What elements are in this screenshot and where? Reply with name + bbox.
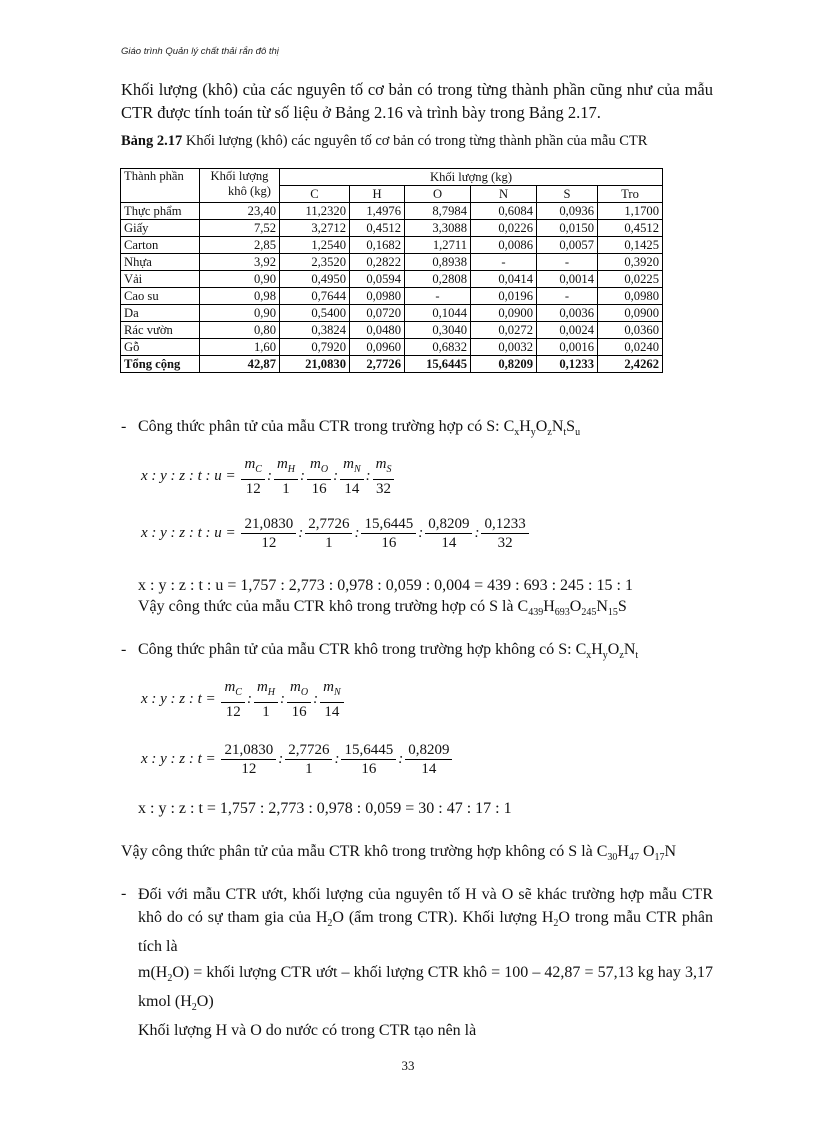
table-cell: 1,1700 bbox=[598, 203, 663, 220]
table-cell: 0,0036 bbox=[537, 305, 598, 322]
component-name: Nhựa bbox=[121, 254, 200, 271]
formula-lhs: x : y : z : t : u = bbox=[141, 467, 236, 484]
ratio-result-nos: x : y : z : t = 1,757 : 2,773 : 0,978 : 0,059 = 30 : 47 : 17 : 1 bbox=[138, 800, 512, 817]
header-component: Thành phần bbox=[121, 169, 200, 203]
table-cell: - bbox=[537, 254, 598, 271]
table-cell: 0,3824 bbox=[280, 322, 350, 339]
table-cell: 23,40 bbox=[200, 203, 280, 220]
table-cell: 3,92 bbox=[200, 254, 280, 271]
table-cell: 2,85 bbox=[200, 237, 280, 254]
bullet-without-s bbox=[121, 641, 639, 662]
table-cell: 0,0086 bbox=[471, 237, 537, 254]
formula-ratio-symbolic-nos: x : y : z : t = $\frac{m_C}{12}$ : $\frac{m_H}{1}$ : $\frac{m_O}{16}$ : $\frac{m_N}{14}$ bbox=[141, 678, 346, 721]
table-cell: - bbox=[471, 254, 537, 271]
wet-sample-paragraph: Đối với mẫu CTR ướt, khối lượng của nguyên tố H và O sẽ khác trường hợp mẫu CTR khô do có sự tham gia của $H_2O$ (ẩm trong CTR). Khối lượng $H_2O$ trong mẫu CTR phân tích là bbox=[138, 886, 714, 956]
table-row bbox=[121, 339, 663, 356]
caption-label: Bảng 2.17 bbox=[121, 133, 183, 149]
table-cell: 15,6445 bbox=[405, 356, 471, 373]
col-header-c: C bbox=[280, 186, 350, 203]
table-cell: 0,1425 bbox=[598, 237, 663, 254]
table-cell: 11,2320 bbox=[280, 203, 350, 220]
table-cell: 0,0900 bbox=[471, 305, 537, 322]
caption-text: Khối lượng (khô) các nguyên tố cơ bản có trong từng thành phần của mẫu CTR bbox=[182, 133, 648, 149]
table-cell: 0,4512 bbox=[598, 220, 663, 237]
table-cell: 3,2712 bbox=[280, 220, 350, 237]
bullet-without-s-label: Công thức phân tử của mẫu CTR khô trong trường hợp không có S: C bbox=[138, 641, 587, 658]
eq-c: O) bbox=[196, 993, 214, 1011]
table-cell: 0,98 bbox=[200, 288, 280, 305]
table-row bbox=[121, 254, 663, 271]
table-cell: 0,90 bbox=[200, 305, 280, 322]
formula-ratio-numeric-nos: x : y : z : t = $\frac{21,0830}{12}$ : $\frac{2,7726}{1}$ : $\frac{15,6445}{16}$ : $\frac{0,8209}{14}$ bbox=[141, 741, 454, 778]
eq-a: m(H bbox=[138, 964, 168, 981]
col-header-h: H bbox=[350, 186, 405, 203]
col-header-o: O bbox=[405, 186, 471, 203]
table-cell: 0,0360 bbox=[598, 322, 663, 339]
bullet-mark: - bbox=[121, 641, 127, 658]
table-cell: 0,0016 bbox=[537, 339, 598, 356]
table-cell: 0,0414 bbox=[471, 271, 537, 288]
table-row bbox=[121, 220, 663, 237]
table-row bbox=[121, 288, 663, 305]
table-cell: 2,4262 bbox=[598, 356, 663, 373]
formula-ratio-symbolic-s: x : y : z : t : u = $\frac{m_C}{12}$ : $\frac{m_H}{1}$ : $\frac{m_O}{16}$ : $\frac{m_N}{14}$ : $\frac{m_S}{32}$ bbox=[141, 455, 396, 498]
component-name: Vải bbox=[121, 271, 200, 288]
component-name: Thực phẩm bbox=[121, 203, 200, 220]
table-cell: 0,3040 bbox=[405, 322, 471, 339]
table-cell: 0,0225 bbox=[598, 271, 663, 288]
table-cell: 0,4512 bbox=[350, 220, 405, 237]
table-cell: 0,0240 bbox=[598, 339, 663, 356]
component-name: Rác vườn bbox=[121, 322, 200, 339]
table-row bbox=[121, 305, 663, 322]
conclusion-without-s: Vậy công thức phân tử của mẫu CTR khô trong trường hợp không có S là $C_{30}H_{47}$ $O_{17}N$ bbox=[121, 843, 677, 864]
bullet-with-s-text: Công thức phân tử của mẫu CTR trong trường hợp có S: $C_xH_yO_zN_tS_u$ bbox=[138, 418, 581, 439]
table-cell: 0,0150 bbox=[537, 220, 598, 237]
table-cell: 0,4950 bbox=[280, 271, 350, 288]
table-cell: 42,87 bbox=[200, 356, 280, 373]
table-cell: 0,0980 bbox=[350, 288, 405, 305]
table-cell: 1,2540 bbox=[280, 237, 350, 254]
h-o-from-water: Khối lượng H và O do nước có trong CTR tạo nên là bbox=[138, 1022, 477, 1039]
component-name: Gỗ bbox=[121, 339, 200, 356]
bullet-with-s-label: Công thức phân tử của mẫu CTR trong trường hợp có S: C bbox=[138, 418, 515, 435]
table-cell: 0,2808 bbox=[405, 271, 471, 288]
col-header-n: N bbox=[471, 186, 537, 203]
table-cell: 8,7984 bbox=[405, 203, 471, 220]
header-mass-group: Khối lượng (kg) bbox=[280, 169, 663, 186]
water-mass-equation: $m(H_2O)$ = khối lượng CTR ướt – khối lượng CTR khô = 100 – 42,87 = 57,13 kg hay 3,17 kmol $(H_2O)$ bbox=[138, 964, 713, 1014]
table-cell: 0,1233 bbox=[537, 356, 598, 373]
formula-lhs: x : y : z : t : u = bbox=[141, 524, 236, 541]
table-row bbox=[121, 203, 663, 220]
formula-ratio-numeric-s: x : y : z : t : u = $\frac{21,0830}{12}$ : $\frac{2,7726}{1}$ : $\frac{15,6445}{16}$ : $\frac{0,8209}{14}$ : $\frac{0,1233}{32}$ bbox=[141, 515, 531, 552]
table-cell: 0,7644 bbox=[280, 288, 350, 305]
table-cell: 0,0594 bbox=[350, 271, 405, 288]
table-cell: - bbox=[405, 288, 471, 305]
ratio-result-s: x : y : z : t : u = 1,757 : 2,773 : 0,978 : 0,059 : 0,004 = 439 : 693 : 245 : 15 : 1 bbox=[138, 577, 633, 594]
table-cell: 0,5400 bbox=[280, 305, 350, 322]
conclusion-with-s-text: Vậy công thức của mẫu CTR khô trong trường hợp có S là C bbox=[138, 598, 529, 615]
conclusion-with-s: Vậy công thức của mẫu CTR khô trong trường hợp có S là $C_{439}H_{693}O_{245}N_{15}S$ bbox=[138, 598, 627, 619]
table-cell: 0,0024 bbox=[537, 322, 598, 339]
table-row bbox=[121, 271, 663, 288]
table-cell: 0,8209 bbox=[471, 356, 537, 373]
table-cell: 21,0830 bbox=[280, 356, 350, 373]
wet-text-a: Đối với mẫu CTR ướt, khối lượng của nguyên tố H và O sẽ khác trường hợp mẫu CTR khô do có sự tham gia của H bbox=[138, 886, 713, 926]
table-cell: 7,52 bbox=[200, 220, 280, 237]
table-cell: 0,0014 bbox=[537, 271, 598, 288]
wet-text-b: O (ẩm trong CTR). Khối lượng H bbox=[332, 909, 554, 926]
table-cell: 0,2822 bbox=[350, 254, 405, 271]
bullet-wet-sample bbox=[121, 885, 126, 903]
eq-b: O) = khối lượng CTR ướt – khối lượng CTR khô = 100 – 42,87 = 57,13 kg hay 3,17 kmol (H bbox=[138, 964, 713, 1011]
table-cell: 0,0480 bbox=[350, 322, 405, 339]
table-cell: 0,0960 bbox=[350, 339, 405, 356]
table-cell: 0,0936 bbox=[537, 203, 598, 220]
header-dry-mass bbox=[200, 169, 280, 203]
intro-paragraph: Khối lượng (khô) của các nguyên tố cơ bản có trong từng thành phần cũng như của mẫu CTR được tính toán từ số liệu ở Bảng 2.16 và trình bày trong Bảng 2.17. bbox=[121, 80, 713, 122]
table-cell: 0,1682 bbox=[350, 237, 405, 254]
header-dry-mass-line1: Khối lượng bbox=[210, 169, 269, 183]
table-cell: 3,3088 bbox=[405, 220, 471, 237]
col-header-s: S bbox=[537, 186, 598, 203]
table-cell: 0,0226 bbox=[471, 220, 537, 237]
table-cell: 2,7726 bbox=[350, 356, 405, 373]
component-name: Giấy bbox=[121, 220, 200, 237]
table-cell: 0,0196 bbox=[471, 288, 537, 305]
bullet-with-s bbox=[121, 418, 581, 439]
conclusion-without-s-text: Vậy công thức phân tử của mẫu CTR khô trong trường hợp không có S là C bbox=[121, 843, 608, 860]
table-cell: 0,80 bbox=[200, 322, 280, 339]
table-cell: 0,0980 bbox=[598, 288, 663, 305]
table-row bbox=[121, 237, 663, 254]
table-cell: 0,7920 bbox=[280, 339, 350, 356]
component-name: Tổng cộng bbox=[121, 356, 200, 373]
table-cell: 0,3920 bbox=[598, 254, 663, 271]
table-cell: 0,6084 bbox=[471, 203, 537, 220]
wet-text-c: O trong mẫu CTR phân tích là bbox=[138, 909, 714, 956]
table-row bbox=[121, 322, 663, 339]
total-row bbox=[121, 356, 663, 373]
table-cell: 0,0057 bbox=[537, 237, 598, 254]
table-cell: 0,8938 bbox=[405, 254, 471, 271]
formula-lhs: x : y : z : t = bbox=[141, 690, 216, 707]
table-cell: - bbox=[537, 288, 598, 305]
table-cell: 1,2711 bbox=[405, 237, 471, 254]
table-cell: 1,4976 bbox=[350, 203, 405, 220]
table-cell: 0,6832 bbox=[405, 339, 471, 356]
formula-lhs: x : y : z : t = bbox=[141, 750, 216, 767]
running-header: Giáo trình Quản lý chất thải rắn đô thị bbox=[121, 46, 279, 57]
col-header-tro: Tro bbox=[598, 186, 663, 203]
table-cell: 0,0900 bbox=[598, 305, 663, 322]
table-cell: 0,90 bbox=[200, 271, 280, 288]
page-number: 33 bbox=[401, 1058, 415, 1073]
component-name: Da bbox=[121, 305, 200, 322]
table-caption bbox=[121, 133, 647, 150]
bullet-mark: - bbox=[121, 885, 127, 902]
table-cell: 0,1044 bbox=[405, 305, 471, 322]
header-dry-mass-line2: khô (kg) bbox=[227, 184, 272, 198]
component-name: Carton bbox=[121, 237, 200, 254]
table-cell: 0,0272 bbox=[471, 322, 537, 339]
bullet-mark: - bbox=[121, 418, 127, 435]
table-cell: 0,0032 bbox=[471, 339, 537, 356]
component-name: Cao su bbox=[121, 288, 200, 305]
element-mass-table bbox=[120, 168, 663, 373]
table-cell: 1,60 bbox=[200, 339, 280, 356]
table-cell: 0,0720 bbox=[350, 305, 405, 322]
table-cell: 2,3520 bbox=[280, 254, 350, 271]
bullet-without-s-text: Công thức phân tử của mẫu CTR khô trong trường hợp không có S: $C_xH_yO_zN_t$ bbox=[138, 641, 639, 662]
